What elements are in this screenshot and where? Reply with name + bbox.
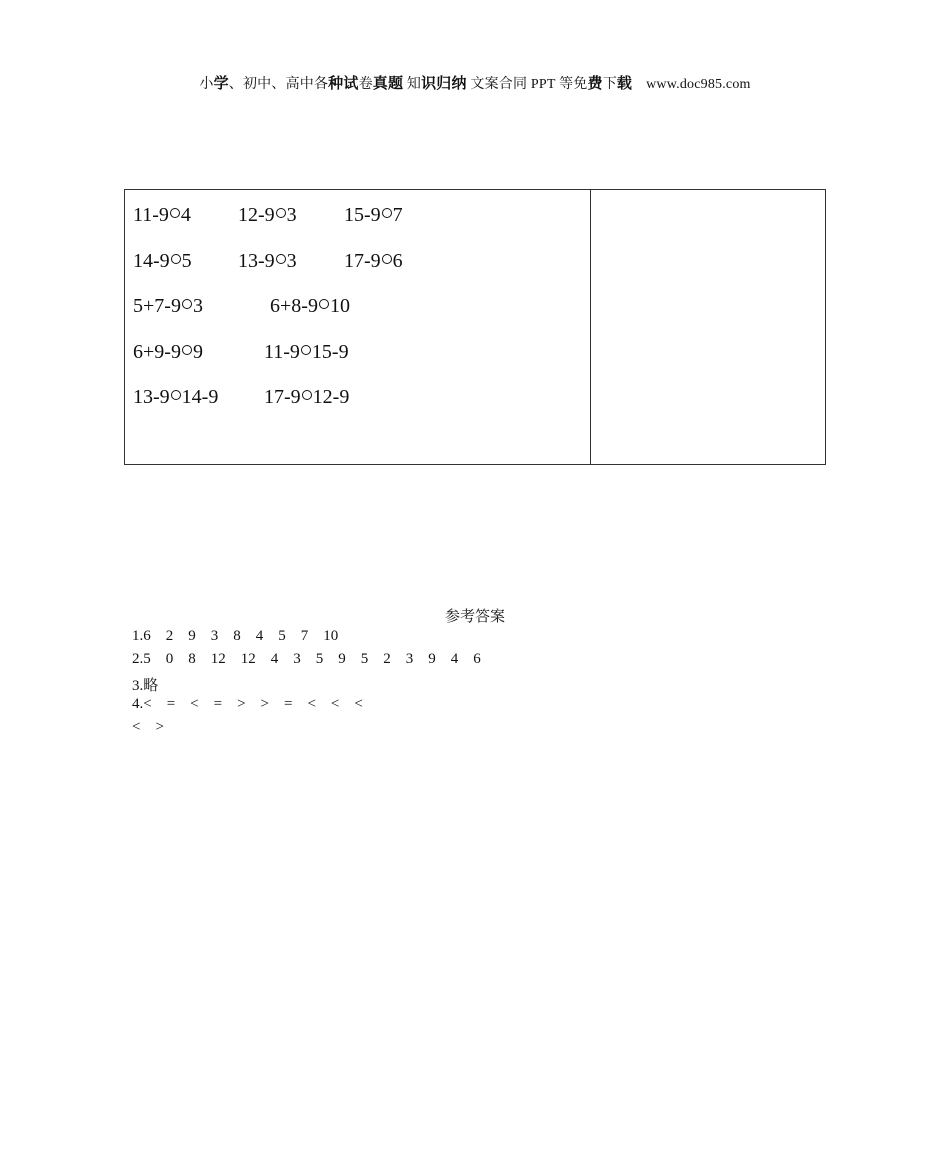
expr-right: 7 <box>392 204 403 226</box>
answer-line-1: 1.6 2 9 3 8 4 5 7 10 <box>132 628 339 644</box>
blank-circle-icon[interactable] <box>276 208 286 218</box>
comparison-item <box>133 386 218 409</box>
header-seg: 小 <box>199 77 214 92</box>
header-seg: 费 <box>587 76 603 92</box>
comparison-item <box>238 250 297 273</box>
expr-left: 13-9 <box>238 250 275 272</box>
answer-line-2: 2.5 0 8 12 12 4 3 5 9 5 2 3 9 4 6 <box>132 651 481 667</box>
answer-line-4: 4.< = < = > > = < < < <box>132 696 363 712</box>
header-seg: 学 <box>213 76 229 92</box>
comparison-item <box>264 341 349 364</box>
comparison-item <box>270 295 350 318</box>
expr-right: 12-9 <box>312 386 350 408</box>
expr-right: 10 <box>329 295 350 317</box>
expr-left: 12-9 <box>238 204 275 226</box>
blank-circle-icon[interactable] <box>171 390 181 400</box>
page-header <box>0 72 950 93</box>
column-divider <box>590 190 591 464</box>
header-seg: 种试 <box>328 76 359 92</box>
blank-circle-icon[interactable] <box>182 345 192 355</box>
comparison-item <box>133 250 192 273</box>
expr-right: 5 <box>181 250 192 272</box>
expr-left: 6+9-9 <box>133 341 181 363</box>
comparison-item <box>344 204 403 227</box>
comparison-item <box>344 250 403 273</box>
comparison-item <box>133 204 191 227</box>
expr-left: 17-9 <box>264 386 301 408</box>
blank-circle-icon[interactable] <box>319 299 329 309</box>
expr-left: 15-9 <box>344 204 381 226</box>
expr-left: 6+8-9 <box>270 295 318 317</box>
expr-right: 14-9 <box>181 386 219 408</box>
blank-circle-icon[interactable] <box>170 208 180 218</box>
blank-circle-icon[interactable] <box>382 208 392 218</box>
comparison-item <box>264 386 349 409</box>
answers-title: 参考答案 <box>444 607 505 625</box>
answer-line-5: < > <box>132 719 164 735</box>
blank-circle-icon[interactable] <box>301 345 311 355</box>
expr-right: 3 <box>286 250 297 272</box>
answer-line-3: 3.略 <box>132 678 159 694</box>
header-seg: 下 <box>602 77 617 92</box>
blank-circle-icon[interactable] <box>382 254 392 264</box>
expr-right: 6 <box>392 250 403 272</box>
header-seg: 卷 <box>358 77 373 92</box>
blank-circle-icon[interactable] <box>171 254 181 264</box>
expr-right: 3 <box>192 295 203 317</box>
blank-circle-icon[interactable] <box>302 390 312 400</box>
header-url[interactable]: www.doc985.com <box>646 77 751 92</box>
header-seg: 文案合同 PPT 等免 <box>466 77 588 92</box>
header-seg: 真题 <box>372 76 404 92</box>
header-seg: 载 <box>616 76 633 92</box>
exercise-box <box>124 189 826 465</box>
expr-left: 14-9 <box>133 250 170 272</box>
expr-right: 15-9 <box>311 341 349 363</box>
blank-circle-icon[interactable] <box>276 254 286 264</box>
comparison-item <box>238 204 297 227</box>
header-seg: 知 <box>403 77 422 92</box>
comparison-item <box>133 341 203 364</box>
expr-right: 3 <box>286 204 297 226</box>
expr-left: 11-9 <box>264 341 300 363</box>
comparison-item <box>133 295 203 318</box>
header-seg: 、初中、高中各 <box>228 77 329 92</box>
header-seg: 识归纳 <box>421 76 467 92</box>
expr-left: 13-9 <box>133 386 170 408</box>
expr-left: 5+7-9 <box>133 295 181 317</box>
expr-left: 11-9 <box>133 204 169 226</box>
expr-right: 4 <box>180 204 191 226</box>
expr-left: 17-9 <box>344 250 381 272</box>
expr-right: 9 <box>192 341 203 363</box>
blank-circle-icon[interactable] <box>182 299 192 309</box>
